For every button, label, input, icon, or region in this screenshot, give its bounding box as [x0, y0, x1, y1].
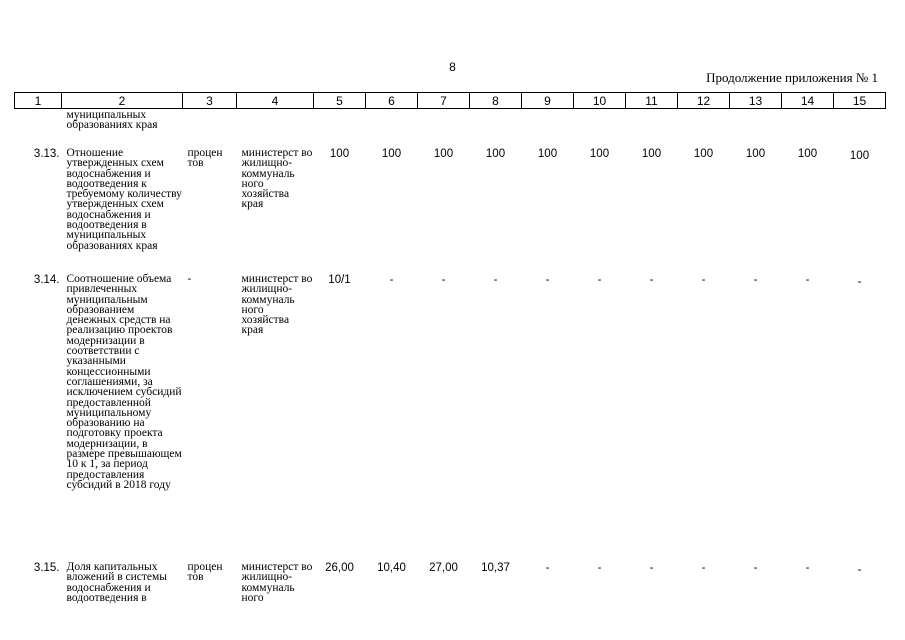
responsible: министерст во жилищно-коммуналь ного: [241, 561, 313, 604]
value-cell: 100: [641, 148, 662, 160]
row-number: 3.14.: [33, 274, 60, 286]
value-cell: -: [649, 274, 654, 286]
value-cell: -: [805, 562, 810, 574]
value-cell: -: [389, 274, 394, 286]
value-cell: 100: [329, 148, 350, 160]
value-cell: -: [493, 274, 498, 286]
column-header: 10: [574, 93, 626, 109]
value-cell: -: [701, 274, 706, 286]
column-header: 8: [470, 93, 522, 109]
value-cell: 27,00: [429, 562, 458, 574]
column-header: 4: [237, 93, 314, 109]
value-cell: 100: [485, 148, 506, 160]
column-header: 15: [834, 93, 886, 109]
value-cell: 100: [433, 148, 454, 160]
value-cell: -: [701, 562, 706, 574]
indicator-name: Отношение утвержденных схем водоснабжения и водоотведения к требуемому количеству утвержденных схем водоснабжения и водоотведения в муниципальных образованиях края: [66, 147, 182, 252]
value-cell: 100: [797, 148, 818, 160]
column-header: 12: [678, 93, 730, 109]
value-cell: 26,00: [325, 562, 354, 574]
column-header: 6: [366, 93, 418, 109]
value-cell: -: [753, 562, 758, 574]
page-number: 8: [449, 60, 456, 74]
value-cell: -: [545, 562, 550, 574]
value-cell: 100: [745, 148, 766, 160]
table-row: [15, 274, 886, 562]
row-number: 3.15.: [33, 562, 60, 574]
value-cell: -: [753, 274, 758, 286]
table-row-continuation: [15, 109, 886, 149]
value-cell: 10,37: [481, 562, 510, 574]
responsible: министерст во жилищно-коммуналь ного хозяйства края: [241, 147, 313, 211]
column-header: 13: [730, 93, 782, 109]
value-cell: -: [545, 274, 550, 286]
header-row: [15, 93, 886, 109]
row-number: 3.13.: [33, 148, 60, 160]
indicator-name: Доля капитальных вложений в системы водоснабжения и водоотведения в: [66, 561, 168, 604]
value-cell: -: [597, 274, 602, 286]
column-header: 2: [62, 93, 183, 109]
value-cell: -: [441, 274, 446, 286]
value-cell: 100: [589, 148, 610, 160]
column-header: 5: [314, 93, 366, 109]
unit: процен тов: [187, 147, 223, 170]
value-cell: -: [857, 564, 862, 576]
value-cell: 100: [849, 150, 870, 162]
value-cell: 10,40: [377, 562, 406, 574]
column-header: 11: [626, 93, 678, 109]
column-header: 7: [418, 93, 470, 109]
column-header: 1: [15, 93, 62, 109]
value-cell: -: [857, 276, 862, 288]
indicator-name: Соотношение объема привлеченных муниципальным образованием денежных средств на реализацию проектов модернизации в соответствии с указанными концессионными соглашениями, за исключением субсидий предоставленной муниципальному образованию на подготовку проекта модернизации, в размере превышающем 10 к 1, за период предоставления субсидий в 2018 году: [66, 273, 182, 491]
value-cell: -: [649, 562, 654, 574]
table-row: [15, 562, 886, 634]
value-cell: 10/1: [328, 274, 351, 286]
value-cell: -: [805, 274, 810, 286]
value-cell: 100: [537, 148, 558, 160]
value-cell: 100: [381, 148, 402, 160]
continuation-text: муниципальных образованиях края: [66, 109, 158, 131]
unit: -: [187, 273, 192, 285]
appendix-label: Продолжение приложения № 1: [706, 70, 878, 85]
value-cell: 100: [693, 148, 714, 160]
column-header: 3: [183, 93, 237, 109]
indicators-table: [14, 92, 886, 634]
column-header: 9: [522, 93, 574, 109]
column-header: 14: [782, 93, 834, 109]
table-row: [15, 148, 886, 274]
value-cell: -: [597, 562, 602, 574]
unit: процен тов: [187, 561, 223, 584]
responsible: министерст во жилищно-коммуналь ного хозяйства края: [241, 273, 313, 337]
